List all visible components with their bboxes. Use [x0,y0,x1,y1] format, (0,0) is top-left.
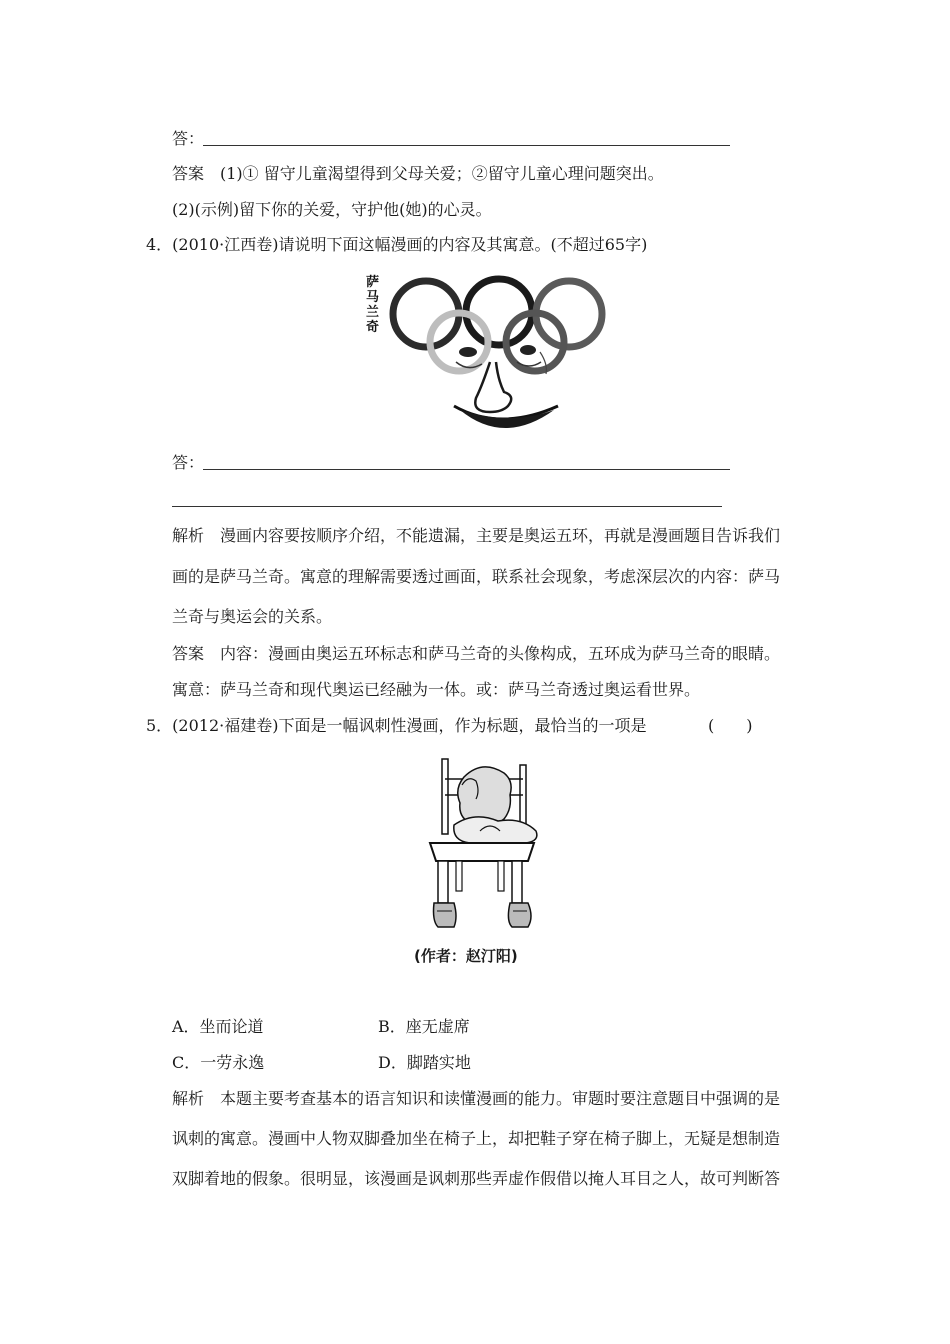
answer-bracket: ( ) [708,716,753,735]
answer-text: 答案 (1)① 留守儿童渴望得到父母关爱；②留守儿童心理问题突出。 [172,164,664,183]
answer-text: 答案 内容：漫画由奥运五环标志和萨马兰奇的头像构成，五环成为萨马兰奇的眼睛。 [172,644,781,663]
answer-text: (2)(示例)留下你的关爱，守护他(她)的心灵。 [172,200,492,219]
cartoon-label-char: 马 [366,290,380,305]
analysis-text: 解析 本题主要考查基本的语言知识和读懂漫画的能力。审题时要注意题目中强调的是 [172,1089,781,1108]
question-stem: 5．(2012·福建卷)下面是一幅讽刺性漫画，作为标题，最恰当的一项是 [146,716,647,735]
answer-blank-line [203,145,730,146]
option-d: D．脚踏实地 [378,1053,471,1072]
option-c: C．一劳永逸 [172,1053,265,1072]
answer-prefix: 答： [172,453,205,472]
answer-prefix: 答： [172,129,205,148]
analysis-text: 双脚着地的假象。很明显，该漫画是讽刺那些弄虚作假借以掩人耳目之人，故可判断答 [172,1169,781,1188]
analysis-text: 讽刺的寓意。漫画中人物双脚叠加坐在椅子上，却把鞋子穿在椅子脚上，无疑是想制造 [172,1129,781,1148]
analysis-text: 兰奇与奥运会的关系。 [172,607,333,626]
answer-blank-line [203,469,730,470]
answer-text: 寓意：萨马兰奇和现代奥运已经融为一体。或：萨马兰奇透过奥运看世界。 [172,680,701,699]
question-stem: 4．(2010·江西卷)请说明下面这幅漫画的内容及其寓意。(不超过65字) [146,235,648,254]
answer-blank-line [172,506,722,507]
chair-cartoon [428,755,540,940]
cartoon-label-char: 奇 [366,320,380,335]
option-a: A．坐而论道 [172,1017,264,1036]
cartoon-label [366,274,384,335]
cartoon-label-char: 兰 [366,305,380,320]
analysis-text: 解析 漫画内容要按顺序介绍，不能遗漏，主要是奥运五环，再就是漫画题目告诉我们 [172,526,781,545]
cartoon-label-char: 萨 [366,275,380,290]
analysis-text: 画的是萨马兰奇。寓意的理解需要透过画面，联系社会现象，考虑深层次的内容：萨马 [172,567,781,586]
cartoon-caption: (作者：赵汀阳) [414,947,518,965]
olympic-rings-cartoon [362,270,612,440]
option-b: B．座无虚席 [378,1017,470,1036]
